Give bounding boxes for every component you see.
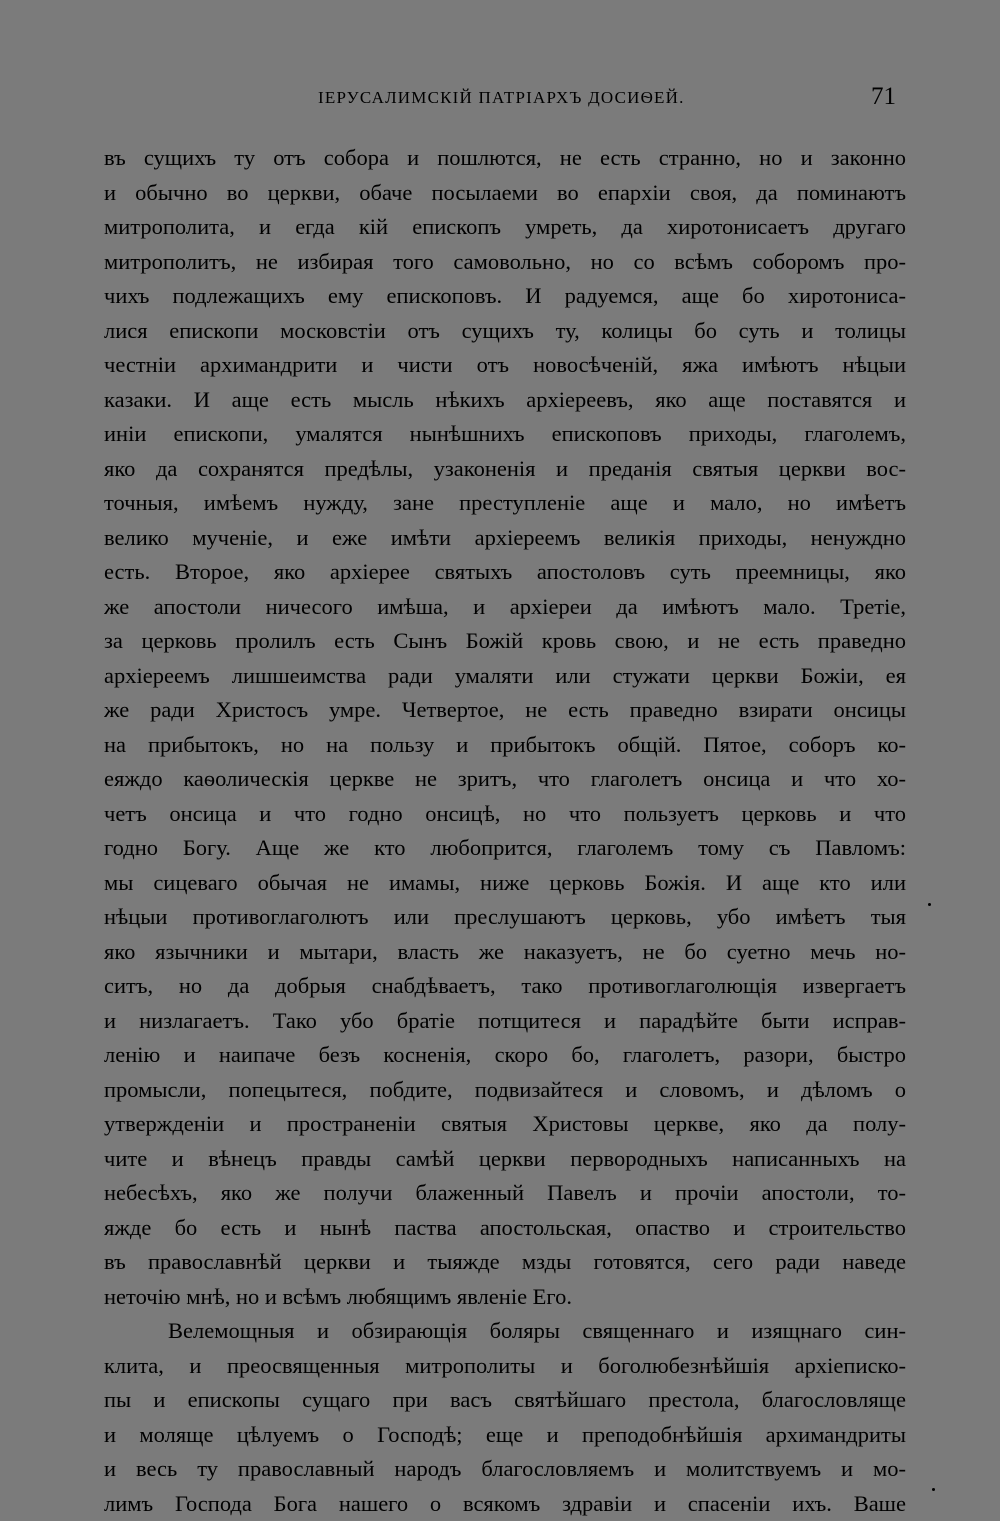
text-line: пы и епископы сущаго при васъ святѣйшаго престола, благословляще [104,1383,906,1418]
text-line: въ сущихъ ту отъ собора и пошлются, не есть странно, но и законно [104,141,906,176]
text-line: четъ онсица и что годно онсицѣ, но что пользуетъ церковь и что [104,797,906,832]
text-line: лися епископи московстіи отъ сущихъ ту, колицы бо суть и толицы [104,314,906,349]
text-line: честніи архимандрити и чисти отъ новосѣченій, яжа имѣютъ нѣцыи [104,348,906,383]
text-line: за церковь пролилъ есть Сынъ Божій кровь свою, и не есть праведно [104,624,906,659]
text-line: яко язычники и мытари, власть же наказуетъ, не бо суетно мечь но- [104,935,906,970]
text-line: яжде бо есть и нынѣ паства апостольская, опаство и строительство [104,1211,906,1246]
text-line: же ради Христосъ умре. Четвертое, не есть праведно взирати онсицы [104,693,906,728]
text-line: лимъ Господа Бога нашего о всякомъ здравіи и спасеніи ихъ. Ваше [104,1487,906,1521]
text-line: чите и вѣнецъ правды самѣй церкви первородныхъ написанныхъ на [104,1142,906,1177]
text-line: на прибытокъ, но на пользу и прибытокъ общій. Пятое, соборъ ко- [104,728,906,763]
text-line: промысли, попецытеся, побдите, подвизайтеся и словомъ, и дѣломъ о [104,1073,906,1108]
text-line: митрополита, и егда кій епископъ умреть, да хиротонисаетъ другаго [104,210,906,245]
text-line: и моляще цѣлуемъ о Господѣ; еще и преподобнѣйшія архимандриты [104,1418,906,1453]
text-line: яко да сохранятся предѣлы, узаконенія и преданія святыя церкви вос- [104,452,906,487]
text-line: въ православнѣй церкви и тыяжде мзды готовятся, сего ради наведе [104,1245,906,1280]
text-line: точныя, имѣемъ нужду, зане преступленіе аще и мало, но имѣетъ [104,486,906,521]
text-line: клита, и преосвященныя митрополиты и боголюбезнѣйшія архіеписко- [104,1349,906,1384]
text-line: годно Богу. Аще же кто любопрится, глаголемъ тому съ Павломъ: [104,831,906,866]
text-line: ленію и наипаче безъ косненія, скоро бо, глаголетъ, разори, быстро [104,1038,906,1073]
text-line: архіереемъ лишшеимства ради умаляти или стужати церкви Божіи, ея [104,659,906,694]
text-line: небесѣхъ, яко же получи блаженный Павелъ и прочіи апостоли, то- [104,1176,906,1211]
paragraph-end-line: неточію мнѣ, но и всѣмъ любящимъ явленіе Его. [104,1280,906,1315]
page-number: 71 [871,83,896,111]
body-text [104,141,906,1521]
text-line: есть. Второе, яко архіерее святыхъ апостоловъ суть преемницы, яко [104,555,906,590]
text-line: утвержденіи и пространеніи святыя Христовы церкве, яко да полу- [104,1107,906,1142]
text-line: еяждо каѳолическія церкве не зритъ, что глаголетъ онсица и что хо- [104,762,906,797]
text-line: мы сицеваго обычая не имамы, ниже церковь Божія. И аще кто или [104,866,906,901]
text-line: иніи епископи, умалятся нынѣшнихъ епископовъ приходы, глаголемъ, [104,417,906,452]
text-line: и низлагаетъ. Тако убо братіе потщитеся и парадѣйте быти исправ- [104,1004,906,1039]
text-line: же апостоли ничесого имѣша, и архіереи да имѣютъ мало. Третіе, [104,590,906,625]
text-line: ситъ, но да добрыя снабдѣваетъ, тако противоглаголющія извергаетъ [104,969,906,1004]
paragraph-start-line: Велемощныя и обзирающія боляры священнаго и изящнаго син- [104,1314,906,1349]
text-line: и обычно во церкви, обаче посылаеми во епархіи своя, да поминаютъ [104,176,906,211]
scan-speck [928,903,931,906]
text-line: нѣцыи противоглаголютъ или преслушаютъ церковь, убо имѣетъ тыя [104,900,906,935]
text-line: и весь ту православный народъ благословляемъ и молитствуемъ и мо- [104,1452,906,1487]
running-head: ІЕРУСАЛИМСКІЙ ПАТРІАРХЪ ДОСИѲЕЙ. [318,88,685,108]
text-line: велико мученіе, и еже имѣти архіереемъ великія приходы, ненуждно [104,521,906,556]
text-line: казаки. И аще есть мысль нѣкихъ архіереевъ, яко аще поставятся и [104,383,906,418]
text-line: чихъ подлежащихъ ему епископовъ. И радуемся, аще бо хиротониса- [104,279,906,314]
text-line: митрополитъ, не избирая того самовольно, но со всѣмъ соборомъ про- [104,245,906,280]
scan-speck [932,1488,935,1491]
